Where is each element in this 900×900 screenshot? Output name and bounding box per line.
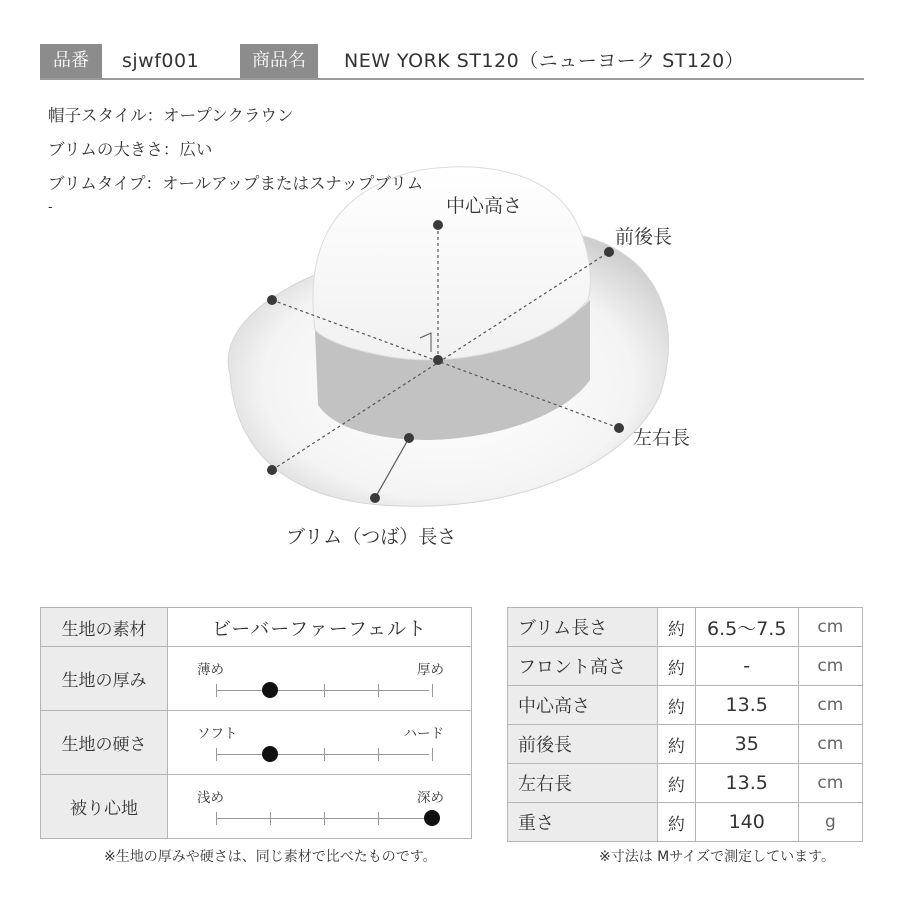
size-table xyxy=(507,607,863,842)
label-left-right: 左右長 xyxy=(633,427,691,449)
approx-mark: 約 xyxy=(657,725,695,764)
hardness-left-label: ソフト xyxy=(197,726,238,742)
thickness-label: 生地の厚み xyxy=(41,647,168,711)
size-row-front-height xyxy=(508,647,863,686)
size-value: - xyxy=(695,647,798,686)
product-code: sjwf001 xyxy=(122,50,200,72)
thickness-scale xyxy=(169,648,470,709)
hardness-scale xyxy=(169,712,470,773)
thickness-right-label: 厚め xyxy=(417,662,444,678)
spec-hat-style: 帽子スタイル：オープンクラウン xyxy=(48,106,294,125)
size-value: 140 xyxy=(695,803,798,842)
hardness-right-label: ハード xyxy=(403,726,444,742)
size-label xyxy=(508,686,658,725)
size-label xyxy=(508,725,658,764)
material-note: ※生地の厚みや硬さは、同じ素材で比べたものです。 xyxy=(104,849,437,865)
fit-depth-label: 被り心地 xyxy=(41,775,168,839)
material-value: ビーバーファーフェルト xyxy=(168,608,472,647)
product-name: NEW YORK ST120（ニューヨーク ST120） xyxy=(344,50,745,72)
fit-depth-scale xyxy=(169,776,470,837)
size-value: 13.5 xyxy=(695,764,798,803)
material-row xyxy=(41,608,472,647)
size-unit: cm xyxy=(798,647,862,686)
thickness-left-label: 薄め xyxy=(197,662,224,678)
size-label-text: 前後長 xyxy=(518,735,572,756)
size-label xyxy=(508,764,658,803)
size-value: 35 xyxy=(695,725,798,764)
fit-depth-right-label: 深め xyxy=(417,790,444,806)
fit-depth-indicator-dot xyxy=(424,810,440,826)
size-label-text: 重さ xyxy=(518,813,554,834)
size-label-text: ブリム長さ xyxy=(518,618,608,639)
size-row-brim xyxy=(508,608,863,647)
size-label-text: 左右長 xyxy=(518,774,572,795)
size-unit: cm xyxy=(798,764,862,803)
fit-depth-left-label: 浅め xyxy=(197,790,224,806)
thickness-indicator-dot xyxy=(262,682,278,698)
approx-mark: 約 xyxy=(657,608,695,647)
size-row-left-right xyxy=(508,764,863,803)
size-row-front-back xyxy=(508,725,863,764)
code-label-tag: 品番 xyxy=(40,44,102,78)
size-unit: cm xyxy=(798,686,862,725)
size-label xyxy=(508,647,658,686)
size-label-text: 中心高さ xyxy=(518,696,590,717)
label-front-back: 前後長 xyxy=(615,226,673,248)
hardness-row xyxy=(41,711,472,775)
spec-brim-type: ブリムタイプ：オールアップまたはスナップブリム xyxy=(48,174,424,193)
approx-mark: 約 xyxy=(657,686,695,725)
size-note: ※寸法は Mサイズで測定しています。 xyxy=(599,849,836,865)
size-value: 13.5 xyxy=(695,686,798,725)
size-label xyxy=(508,803,658,842)
material-table xyxy=(40,607,472,839)
size-unit: g xyxy=(798,803,862,842)
approx-mark: 約 xyxy=(657,647,695,686)
name-label-tag: 商品名 xyxy=(240,44,318,78)
size-unit: cm xyxy=(798,725,862,764)
size-row-center-height xyxy=(508,686,863,725)
label-center-height: 中心高さ xyxy=(446,195,523,217)
spec-brim-size: ブリムの大きさ：広い xyxy=(48,140,213,159)
label-brim-length: ブリム（つば）長さ xyxy=(286,526,457,548)
size-label-text: フロント高さ xyxy=(518,657,626,678)
thickness-row xyxy=(41,647,472,711)
material-label: 生地の素材 xyxy=(41,608,168,647)
hardness-indicator-dot xyxy=(262,746,278,762)
size-value: 6.5〜7.5 xyxy=(695,608,798,647)
fit-depth-row xyxy=(41,775,472,839)
size-row-weight xyxy=(508,803,863,842)
spec-extra: - xyxy=(48,200,53,215)
size-label xyxy=(508,608,658,647)
size-unit: cm xyxy=(798,608,862,647)
approx-mark: 約 xyxy=(657,764,695,803)
approx-mark: 約 xyxy=(657,803,695,842)
hardness-label: 生地の硬さ xyxy=(41,711,168,775)
